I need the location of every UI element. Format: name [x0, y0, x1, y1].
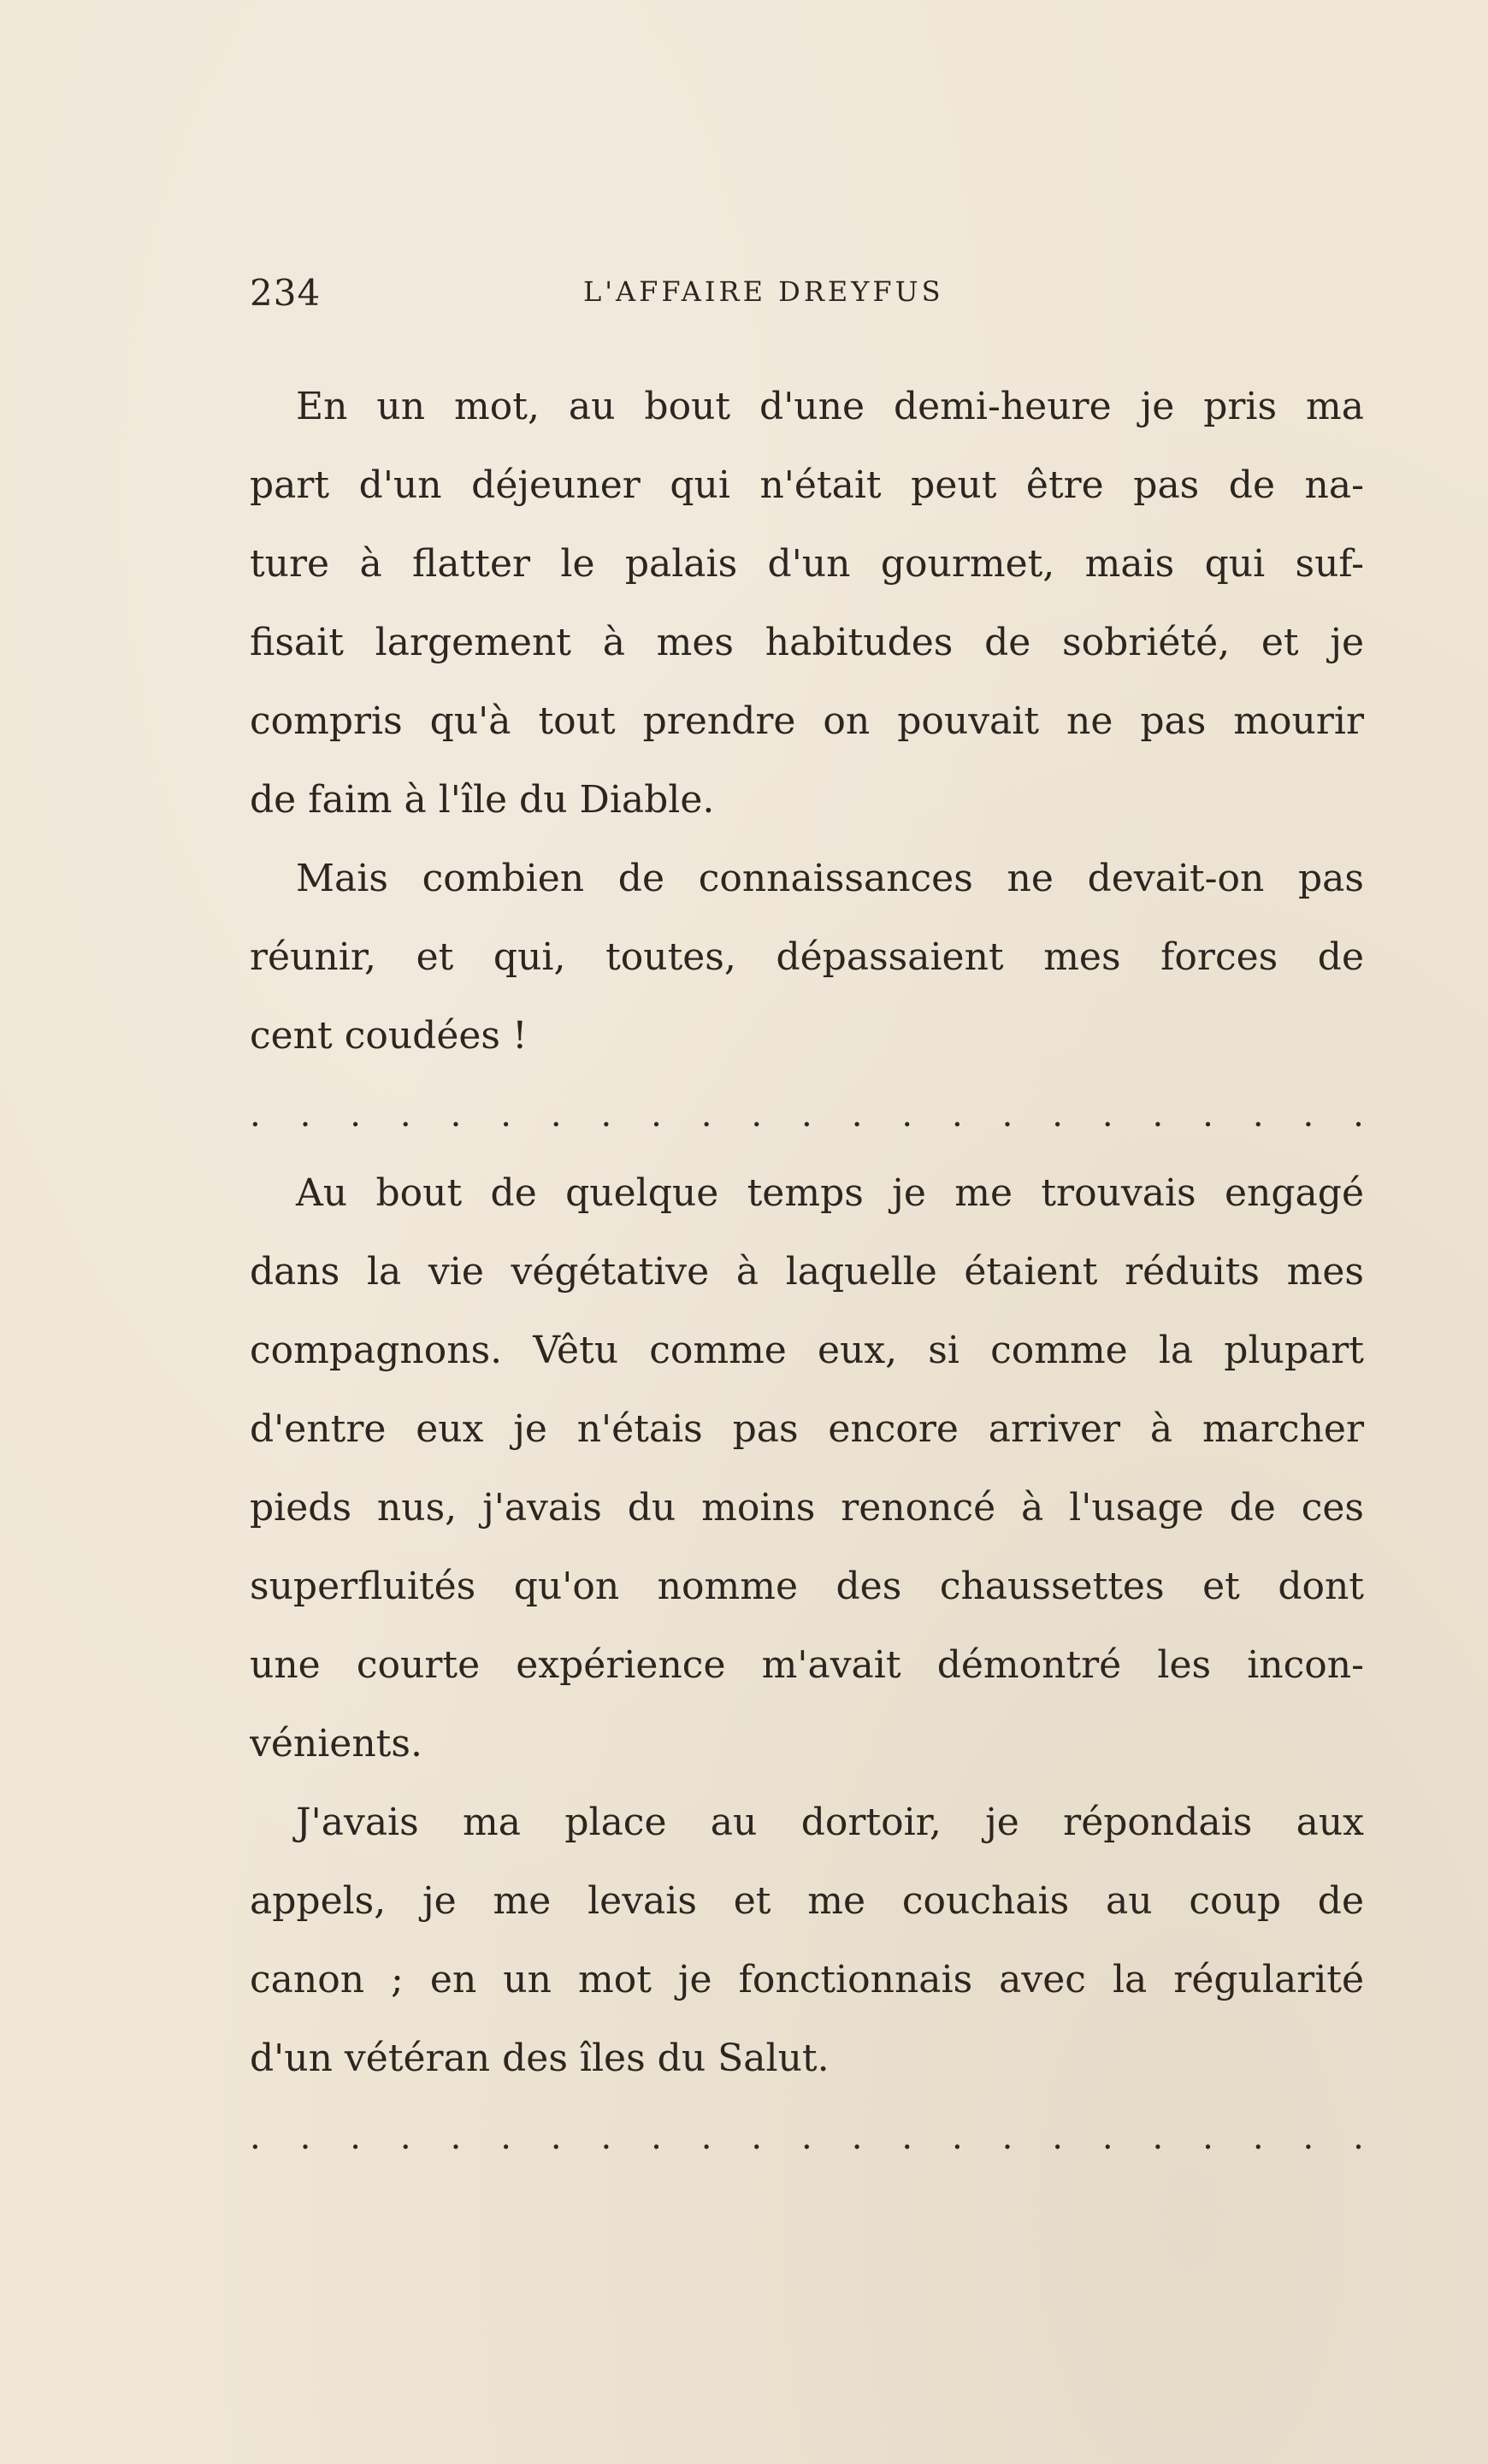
- separator-dot: .: [250, 2118, 261, 2157]
- separator-dot: .: [500, 1095, 511, 1135]
- text-line: canon ; en un mot je fonctionnais avec la régularité: [250, 1958, 1364, 2001]
- separator-dot: .: [700, 1095, 712, 1135]
- separator-dot: .: [1052, 1095, 1063, 1135]
- separator-dot: .: [951, 1095, 963, 1135]
- text-line: En un mot, au bout d'une demi-heure je pris ma: [296, 385, 1364, 428]
- separator-dot: .: [1152, 1095, 1164, 1135]
- separator-dot: .: [600, 1095, 612, 1135]
- separator-dot: .: [1252, 2118, 1264, 2157]
- text-line: d'entre eux je n'étais pas encore arriver à marcher: [250, 1407, 1364, 1451]
- text-line: compris qu'à tout prendre on pouvait ne pas mourir: [250, 699, 1364, 743]
- separator-dot: .: [600, 2118, 612, 2157]
- separator-dot: .: [299, 1095, 311, 1135]
- text-line: dans la vie végétative à laquelle étaient réduits mes: [250, 1250, 1364, 1294]
- separator-dot: .: [550, 2118, 562, 2157]
- separator-dot: .: [450, 1095, 462, 1135]
- separator-dot: .: [751, 2118, 763, 2157]
- paragraph-1: [250, 368, 1364, 840]
- separator-dot: .: [500, 2118, 511, 2157]
- separator-dot: .: [1101, 1095, 1113, 1135]
- separator-dot: .: [450, 2118, 462, 2157]
- separator-dot: .: [851, 2118, 863, 2157]
- body-text: [250, 368, 1364, 2177]
- section-separator: [250, 1076, 1364, 1154]
- separator-dot: .: [851, 1095, 863, 1135]
- separator-dot: .: [1152, 2118, 1164, 2157]
- text-line: une courte expérience m'avait démontré les incon-: [250, 1643, 1364, 1687]
- separator-dot: .: [550, 1095, 562, 1135]
- text-line: d'un vétéran des îles du Salut.: [250, 2037, 830, 2080]
- separator-dot: .: [801, 2118, 812, 2157]
- paragraph-3: [250, 1154, 1364, 1783]
- running-title: L'AFFAIRE DREYFUS: [583, 275, 944, 308]
- separator-dot: .: [350, 1095, 361, 1135]
- text-line: fisait largement à mes habitudes de sobriété, et je: [250, 621, 1364, 664]
- separator-dot: .: [1353, 2118, 1364, 2157]
- separator-dot: .: [399, 2118, 411, 2157]
- separator-dot: .: [1001, 2118, 1013, 2157]
- text-line: cent coudées !: [250, 1014, 528, 1058]
- separator-dot: .: [1302, 2118, 1314, 2157]
- text-line: pieds nus, j'avais du moins renoncé à l'usage de ces: [250, 1486, 1364, 1530]
- separator-dot: .: [651, 1095, 662, 1135]
- separator-dot: .: [1001, 1095, 1013, 1135]
- section-separator: [250, 2098, 1364, 2177]
- separator-dot: .: [951, 2118, 963, 2157]
- text-line: Au bout de quelque temps je me trouvais engagé: [296, 1171, 1364, 1215]
- separator-dot: .: [350, 2118, 361, 2157]
- text-line: Mais combien de connaissances ne devait-on pas: [296, 857, 1364, 900]
- separator-dot: .: [1302, 1095, 1314, 1135]
- text-line: ture à flatter le palais d'un gourmet, mais qui suf-: [250, 542, 1364, 586]
- text-line: appels, je me levais et me couchais au coup de: [250, 1879, 1364, 1923]
- separator-dot: .: [250, 1095, 261, 1135]
- separator-dot: .: [901, 1095, 913, 1135]
- separator-dot: .: [651, 2118, 662, 2157]
- running-head: [250, 272, 1361, 315]
- text-line: réunir, et qui, toutes, dépassaient mes forces de: [250, 935, 1364, 979]
- text-line: J'avais ma place au dortoir, je répondais aux: [296, 1801, 1364, 1844]
- separator-dot: .: [299, 2118, 311, 2157]
- text-line: de faim à l'île du Diable.: [250, 778, 715, 822]
- separator-dot: .: [1202, 2118, 1213, 2157]
- paragraph-4: [250, 1783, 1364, 2098]
- paragraph-2: [250, 840, 1364, 1076]
- separator-dot: .: [700, 2118, 712, 2157]
- page-number: 234: [250, 272, 322, 314]
- text-line: superfluités qu'on nomme des chaussettes et dont: [250, 1565, 1364, 1608]
- separator-dot: .: [1252, 1095, 1264, 1135]
- separator-dot: .: [1101, 2118, 1113, 2157]
- separator-dot: .: [901, 2118, 913, 2157]
- separator-dot: .: [801, 1095, 812, 1135]
- separator-dot: .: [751, 1095, 763, 1135]
- text-line: vénients.: [250, 1722, 422, 1765]
- separator-dot: .: [1353, 1095, 1364, 1135]
- separator-dot: .: [399, 1095, 411, 1135]
- separator-dot: .: [1052, 2118, 1063, 2157]
- text-line: part d'un déjeuner qui n'était peut être pas de na-: [250, 463, 1364, 507]
- separator-dot: .: [1202, 1095, 1213, 1135]
- text-line: compagnons. Vêtu comme eux, si comme la plupart: [250, 1329, 1364, 1372]
